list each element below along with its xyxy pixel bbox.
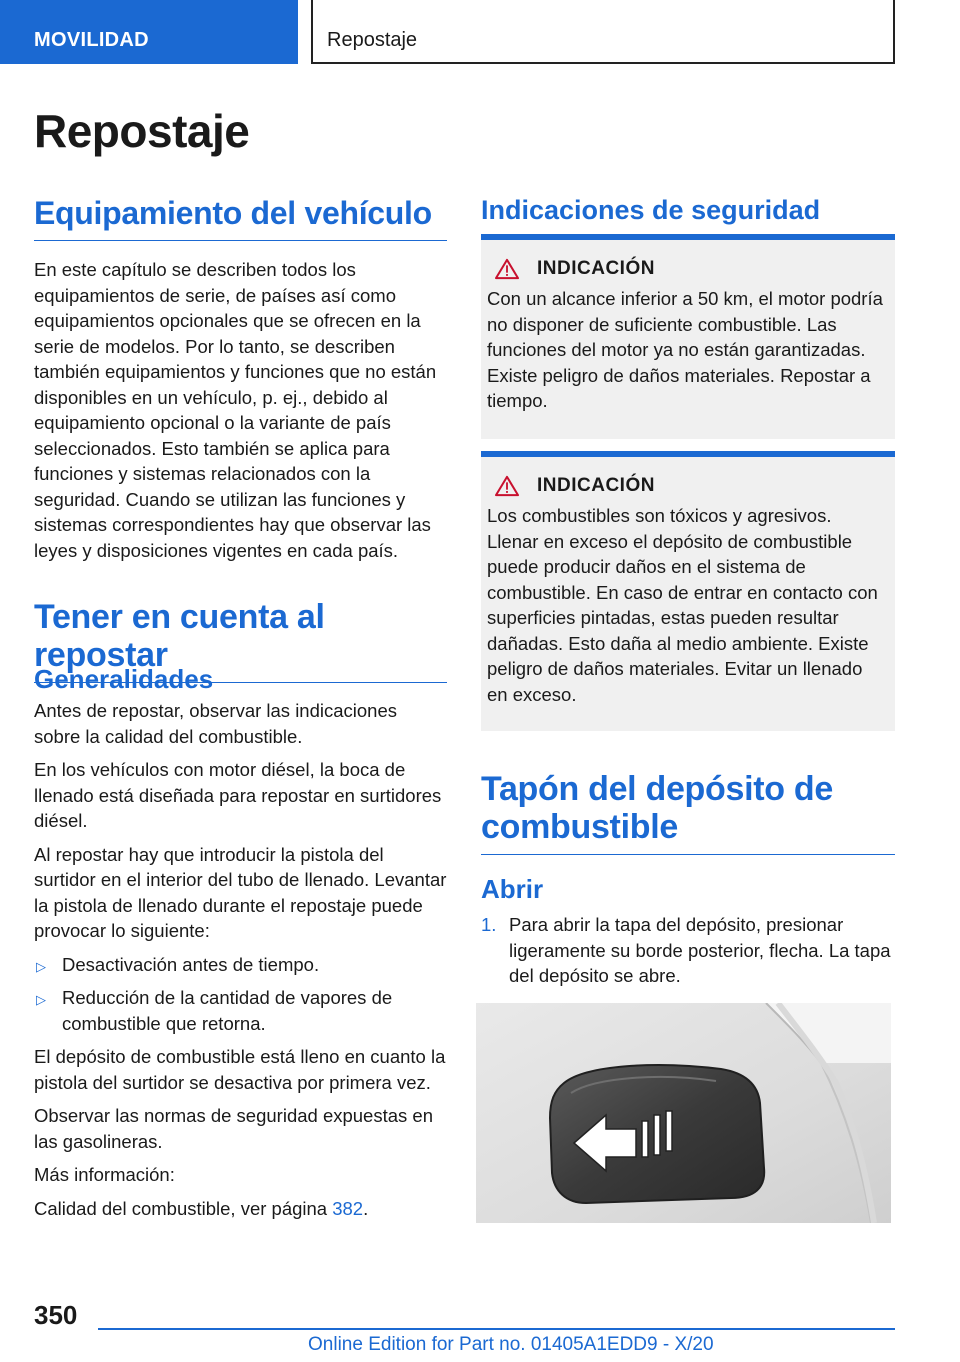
edition-footer: Online Edition for Part no. 01405A1EDD9 - X/20 <box>308 1334 714 1355</box>
notice-text: Los combustibles son tóxicos y agresivos. Llenar en exceso el depósito de combustible puede producir daños en el sistema de combustible. En caso de entrar en contacto con superficies pintadas, estas pueden resultar dañadas. Esto daña al medio ambiente. Existe peligro de daños materiales. Evitar un llenado en exceso. <box>487 505 878 705</box>
list-item <box>34 985 447 1036</box>
fuel-flap-illustration <box>476 1003 891 1223</box>
triangle-bullet-icon: ▷ <box>36 958 46 974</box>
triangle-bullet-icon: ▷ <box>36 992 46 1007</box>
section-tab: MOVILIDAD <box>0 0 298 64</box>
section-heading-tener-en-cuenta: Tener en cuenta al repostar <box>34 598 447 683</box>
list-item-text: Desactivación antes de tiempo. <box>62 953 320 975</box>
page-number: 350 <box>34 1300 78 1330</box>
generalidades-block <box>34 664 447 1221</box>
paragraph: Más información: <box>34 1164 175 1185</box>
breadcrumb: Repostaje <box>311 0 895 64</box>
section-heading-seguridad: Indicaciones de seguridad <box>481 195 821 225</box>
subheading-abrir: Abrir <box>481 874 544 904</box>
reference-suffix: . <box>363 1197 369 1219</box>
step-text: Para abrir la tapa del depósito, presionar ligeramente su borde posterior, flecha. La tapa del depósito se abre. <box>509 914 891 986</box>
paragraph: El depósito de combustible está lleno en cuanto la pistola del surtidor se desactiva por primera vez. <box>34 1046 446 1093</box>
reference-text: Calidad del combustible, ver página <box>34 1197 333 1219</box>
fuel-flap-image <box>476 1003 891 1223</box>
notice-header <box>487 475 887 497</box>
notice-label: INDICACIÓN <box>537 258 655 279</box>
paragraph: Al repostar hay que introducir la pistola del surtidor en el interior del tubo de llenado. Levantar la pistola de llenado durante el repostaje puede provocar lo siguiente: <box>34 843 447 941</box>
section-heading-equipamiento: Equipamiento del vehículo <box>34 194 447 241</box>
paragraph: Antes de repostar, observar las indicaciones sobre la calidad del combustible. <box>34 700 398 747</box>
list-item-text: Reducción de la cantidad de vapores de combustible que retorna. <box>62 987 393 1034</box>
page-title: Repostaje <box>34 105 250 157</box>
paragraph: Observar las normas de seguridad expuestas en las gasolineras. <box>34 1105 433 1152</box>
notice-label: INDICACIÓN <box>537 475 655 496</box>
notice-box <box>481 451 895 731</box>
step-item <box>481 912 895 989</box>
reference-paragraph <box>34 1196 447 1222</box>
warning-triangle-icon <box>493 475 521 497</box>
page-link[interactable]: 382 <box>332 1197 364 1219</box>
step-number: 1. <box>481 914 497 935</box>
bullet-list <box>34 952 447 1037</box>
notice-header <box>487 258 887 280</box>
subheading-generalidades: Generalidades <box>34 664 214 694</box>
paragraph: En los vehículos con motor diésel, la boca de llenado está diseñada para repostar en surtidores diésel. <box>34 759 442 831</box>
warning-triangle-icon <box>493 258 521 280</box>
notice-text: Con un alcance inferior a 50 km, el motor podría no disponer de suficiente combustible. Las funciones del motor ya no están garantizadas. Existe peligro de daños materiales. Repostar a tiempo. <box>487 288 883 411</box>
footer-divider <box>98 1328 895 1330</box>
section-heading-tapon: Tapón del depósito de combustible <box>481 770 895 855</box>
notice-box <box>481 234 895 439</box>
list-item <box>34 952 447 978</box>
equipamiento-text: En este capítulo se describen todos los equipamientos de serie, de países así como equipamientos opcionales que se ofrecen en la serie de modelos. Por lo tanto, se describen también equipamientos y funciones que no están disponibles en un vehículo, p. ej., debido al equipamiento opcional o la variante de país seleccionados. Esto también se aplica para funciones y sistemas relacionados con la seguridad. Cuando se utilizan las funciones y sistemas correspondientes hay que observar las leyes y disposiciones vigentes en cada país. <box>34 259 437 561</box>
